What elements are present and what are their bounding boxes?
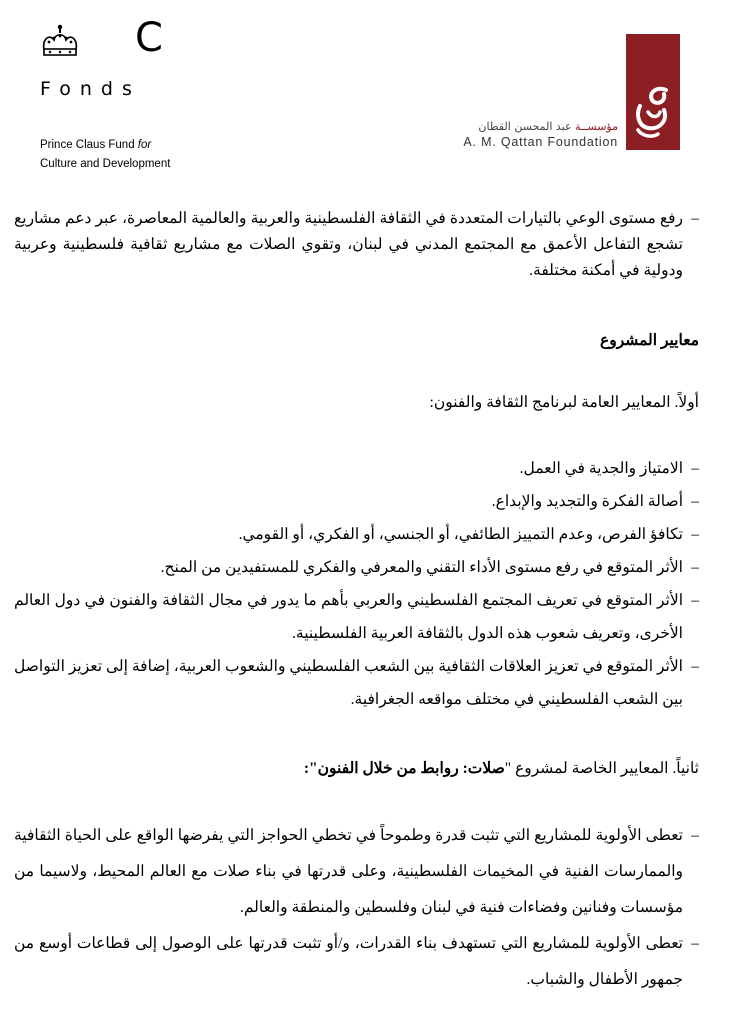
qattan-calligraphy-mark [626, 34, 680, 150]
prince-claus-wordmark: Fonds [40, 78, 141, 100]
general-criteria-list [14, 452, 699, 716]
list-item: – الأثر المتوقع في تعريف المجتمع الفلسطيني والعربي بأهم ما يدور في مجال الثقافة والفنون في دول العالم الأخرى، وتعريف شعوب هذه الدول بالثقافة العربية الفلسطينية. [14, 584, 699, 650]
list-item: – الأثر المتوقع في تعزيز العلاقات الثقافية بين الشعب الفلسطيني والشعوب العربية، إضافة إلى تعزيز التواصل بين الشعب الفلسطيني في مختلف مواقعه الجغرافية. [14, 650, 699, 716]
specific-criteria-title: ثانياً. المعايير الخاصة لمشروع "صلات: روابط من خلال الفنون": [303, 760, 699, 777]
crown-icon [40, 24, 80, 58]
prince-claus-c-mark: C [135, 15, 163, 61]
specific-criteria-list [14, 818, 699, 998]
section-heading: معايير المشروع [599, 332, 699, 349]
prince-claus-name-line1: Prince Claus Fund [40, 139, 138, 151]
qattan-arabic-name: مؤسســة عبد المحسن القطان [478, 120, 618, 133]
list-item: – الأثر المتوقع في رفع مستوى الأداء التقني والمعرفي والفكري للمستفيدين من المنح. [14, 551, 699, 584]
qattan-english-name: A. M. Qattan Foundation [463, 135, 618, 149]
document-body [14, 206, 699, 998]
project-name: صلات: روابط من خلال الفنون [317, 760, 505, 777]
prince-claus-fund-logo [40, 15, 200, 172]
calligraphy-icon [630, 84, 676, 140]
list-item: – تعطى الأولوية للمشاريع التي تستهدف بناء القدرات، و/أو تثبت قدرتها على الوصول إلى قطاعات أوسع من جمهور الأطفال والشباب. [14, 926, 699, 998]
list-item: – تكافؤ الفرص، وعدم التمييز الطائفي، أو الجنسي، أو الفكري، أو القومي. [14, 518, 699, 551]
intro-bullet: – رفع مستوى الوعي بالتيارات المتعددة في الثقافة الفلسطينية والعربية والعالمية المعاصرة، عبر دعم مشاريع تشجع التفاعل الأعمق مع المجتمع المدني في لبنان، وتقوي الصلات مع مشاريع ثقافية فلسطينية وعربية ودولية في أمكنة مختلفة. [14, 206, 699, 284]
prince-claus-name-line2: Culture and Development [40, 158, 171, 170]
qattan-foundation-logo [410, 34, 680, 152]
general-criteria-title: أولاً. المعايير العامة لبرنامج الثقافة والفنون: [429, 394, 699, 411]
qattan-foundation-name [463, 120, 618, 150]
prince-claus-name-italic: for [137, 139, 152, 151]
prince-claus-fund-name [40, 136, 170, 174]
list-item: – الامتياز والجدية في العمل. [14, 452, 699, 485]
list-item: – أصالة الفكرة والتجديد والإبداع. [14, 485, 699, 518]
list-item: – تعطى الأولوية للمشاريع التي تثبت قدرة وطموحاً في تخطي الحواجز التي يفرضها الواقع على الحياة الثقافية والممارسات الفنية في المخيمات الفلسطينية، وعلى قدرتها في بناء صلات مع العالم المحيط، ولاسيما من مؤسسات وفنانين وفضاءات فنية في لبنان وفلسطين والمنطقة والعالم. [14, 818, 699, 926]
